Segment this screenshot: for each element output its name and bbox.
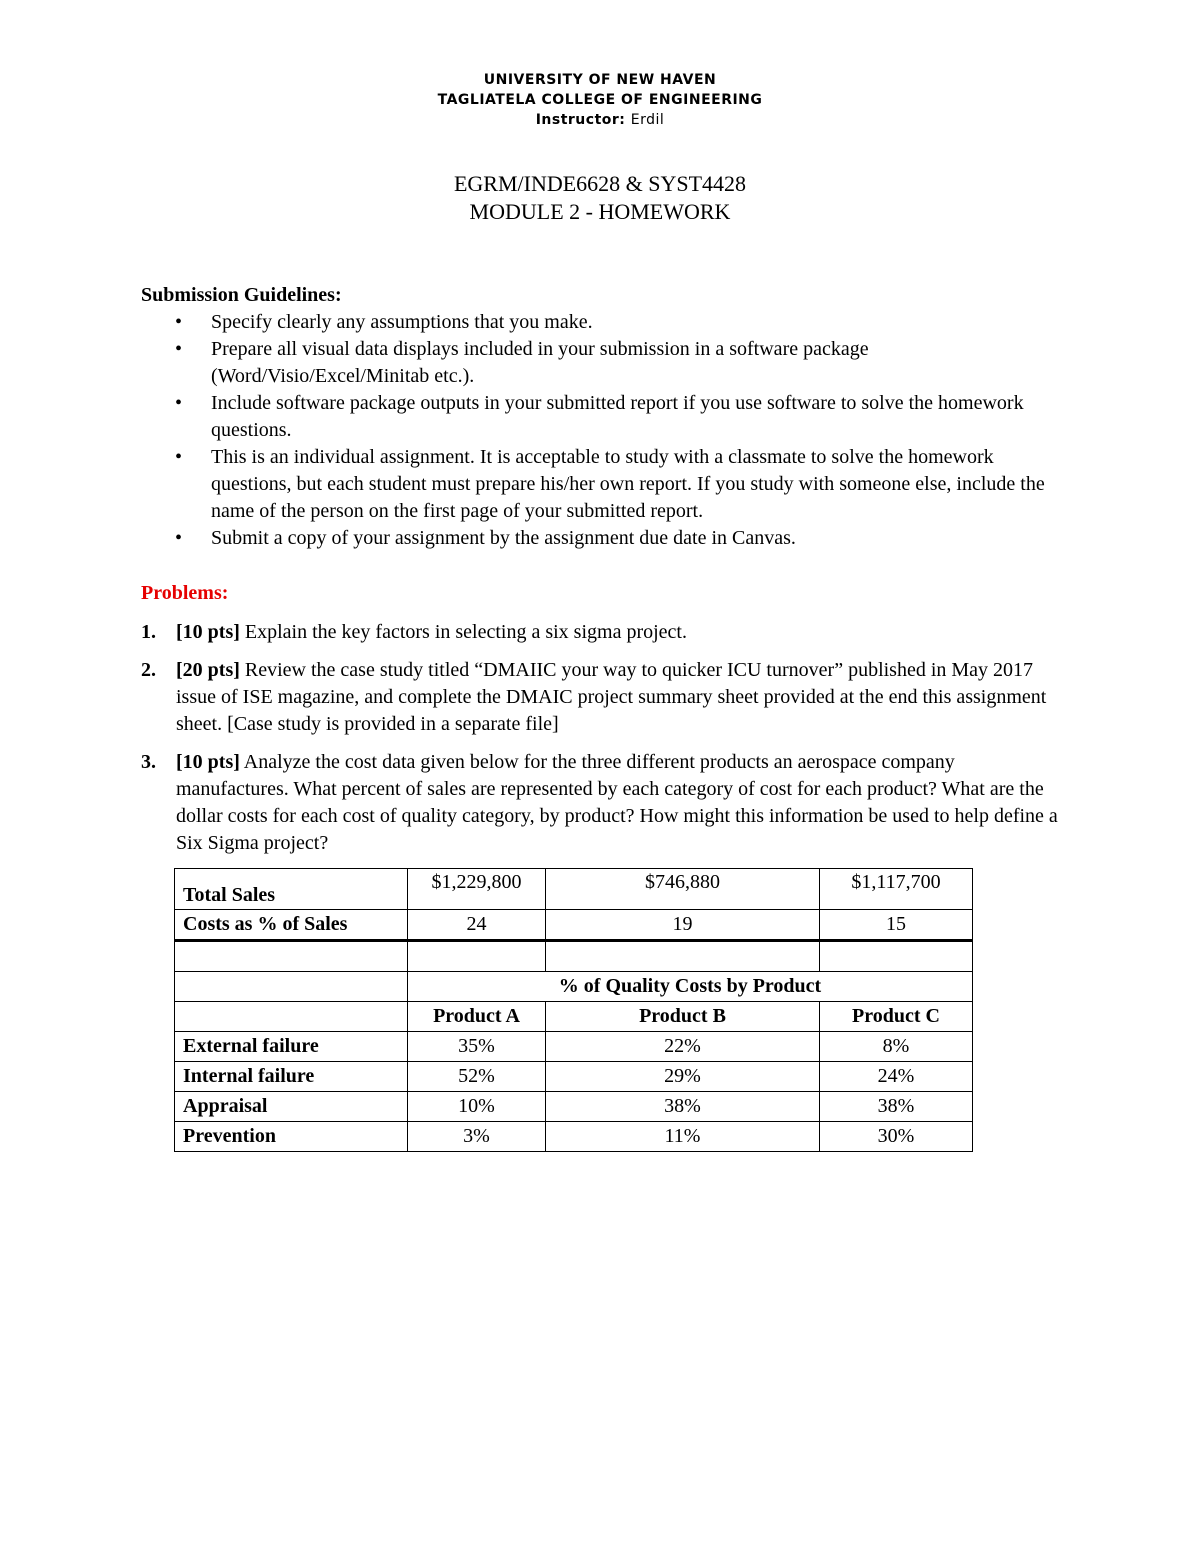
guidelines-list — [141, 309, 1071, 552]
table-cell: 35% — [408, 1032, 546, 1062]
course-title: EGRM/INDE6628 & SYST4428 — [453, 171, 747, 196]
table-cell: 10% — [408, 1092, 546, 1122]
guideline-text: Specify clearly any assumptions that you make. — [211, 311, 593, 333]
table-cell: 38% — [546, 1092, 820, 1122]
table-cell: 8% — [820, 1032, 973, 1062]
product-header: Product A — [408, 1002, 546, 1032]
problem-number: 2. — [141, 659, 156, 681]
table-cell: 3% — [408, 1122, 546, 1152]
document-header — [0, 70, 1200, 130]
table-cell: $1,229,800 — [408, 869, 546, 910]
problem-item — [141, 619, 1071, 646]
problem-points: [10 pts] — [176, 751, 240, 773]
table-cell: 24 — [408, 910, 546, 941]
guideline-text: Submit a copy of your assignment by the assignment due date in Canvas. — [211, 527, 796, 549]
table-row — [175, 910, 973, 941]
bullet-icon: • — [175, 446, 183, 468]
guideline-text: Prepare all visual data displays included in your submission in a software package (Word/Visio/Excel/Minitab etc.). — [211, 338, 869, 387]
table-row-empty — [175, 941, 973, 972]
list-item — [141, 309, 1071, 336]
table-cell: 30% — [820, 1122, 973, 1152]
university-name: UNIVERSITY OF NEW HAVEN — [483, 72, 717, 88]
table-cell: 22% — [546, 1032, 820, 1062]
problem-text: Review the case study titled “DMAIIC your way to quicker ICU turnover” published in May 2017 issue of ISE magazine, and complete the DMAIC project summary sheet provided at the end this assignment sheet. [Case study is provided in a separate file] — [176, 659, 1047, 735]
table-row — [175, 1032, 973, 1062]
problem-item — [141, 657, 1071, 738]
instructor-name: Erdil — [630, 112, 665, 128]
table-cell — [175, 941, 408, 972]
guidelines-heading: Submission Guidelines: — [141, 284, 342, 306]
problem-text: Analyze the cost data given below for the three different products an aerospace company manufactures. What percent of sales are represented by each category of cost for each product? What are the dollar costs for each cost of quality category, by product? How might this information be used to help define a Six Sigma project? — [176, 751, 1058, 854]
bullet-icon: • — [175, 338, 183, 360]
table-cell: 11% — [546, 1122, 820, 1152]
guideline-text: Include software package outputs in your submitted report if you use software to solve the homework questions. — [211, 392, 1024, 441]
table-cell — [546, 941, 820, 972]
problem-text: Explain the key factors in selecting a six sigma project. — [244, 621, 687, 643]
list-item — [141, 336, 1071, 390]
cost-data-table — [174, 868, 973, 1152]
table-cell: $1,117,700 — [820, 869, 973, 910]
table-row — [175, 1092, 973, 1122]
row-label: Appraisal — [175, 1092, 408, 1122]
table-cell: $746,880 — [546, 869, 820, 910]
table-cell — [175, 972, 408, 1002]
table-cell: 29% — [546, 1062, 820, 1092]
college-name: TAGLIATELA COLLEGE OF ENGINEERING — [437, 92, 763, 108]
row-label: External failure — [175, 1032, 408, 1062]
table-cell — [820, 941, 973, 972]
table-cell: 19 — [546, 910, 820, 941]
list-item — [141, 390, 1071, 444]
module-title: MODULE 2 - HOMEWORK — [469, 199, 731, 224]
product-header: Product C — [820, 1002, 973, 1032]
table-cell — [408, 941, 546, 972]
table-row — [175, 869, 973, 910]
table-cell: 15 — [820, 910, 973, 941]
table-cell — [175, 1002, 408, 1032]
submission-guidelines — [141, 282, 1071, 552]
table-cell: 24% — [820, 1062, 973, 1092]
row-label: Internal failure — [175, 1062, 408, 1092]
problem-number: 3. — [141, 751, 156, 773]
problems-heading: Problems: — [141, 582, 229, 604]
guideline-text: This is an individual assignment. It is acceptable to study with a classmate to solve the homework questions, but each student must prepare his/her own report. If you study with someone else, include the name of the person on the first page of your submitted report. — [211, 446, 1045, 522]
list-item — [141, 444, 1071, 525]
problem-item — [141, 749, 1071, 857]
list-item — [141, 525, 1071, 552]
bullet-icon: • — [175, 311, 183, 333]
total-sales-label: Total Sales — [175, 869, 408, 910]
table-row — [175, 972, 973, 1002]
costs-pct-label: Costs as % of Sales — [175, 910, 408, 941]
instructor-label: Instructor: — [535, 112, 626, 128]
table-row — [175, 1002, 973, 1032]
table-row — [175, 1122, 973, 1152]
instructor-line — [0, 110, 1200, 130]
bullet-icon: • — [175, 527, 183, 549]
problems-section — [141, 580, 1071, 868]
table-cell: 52% — [408, 1062, 546, 1092]
product-header: Product B — [546, 1002, 820, 1032]
problem-points: [20 pts] — [176, 659, 240, 681]
table-cell: 38% — [820, 1092, 973, 1122]
document-title — [0, 170, 1200, 226]
problem-points: [10 pts] — [176, 621, 240, 643]
problems-list — [141, 619, 1071, 857]
problem-number: 1. — [141, 621, 156, 643]
table-row — [175, 1062, 973, 1092]
quality-costs-header: % of Quality Costs by Product — [408, 972, 973, 1002]
bullet-icon: • — [175, 392, 183, 414]
row-label: Prevention — [175, 1122, 408, 1152]
